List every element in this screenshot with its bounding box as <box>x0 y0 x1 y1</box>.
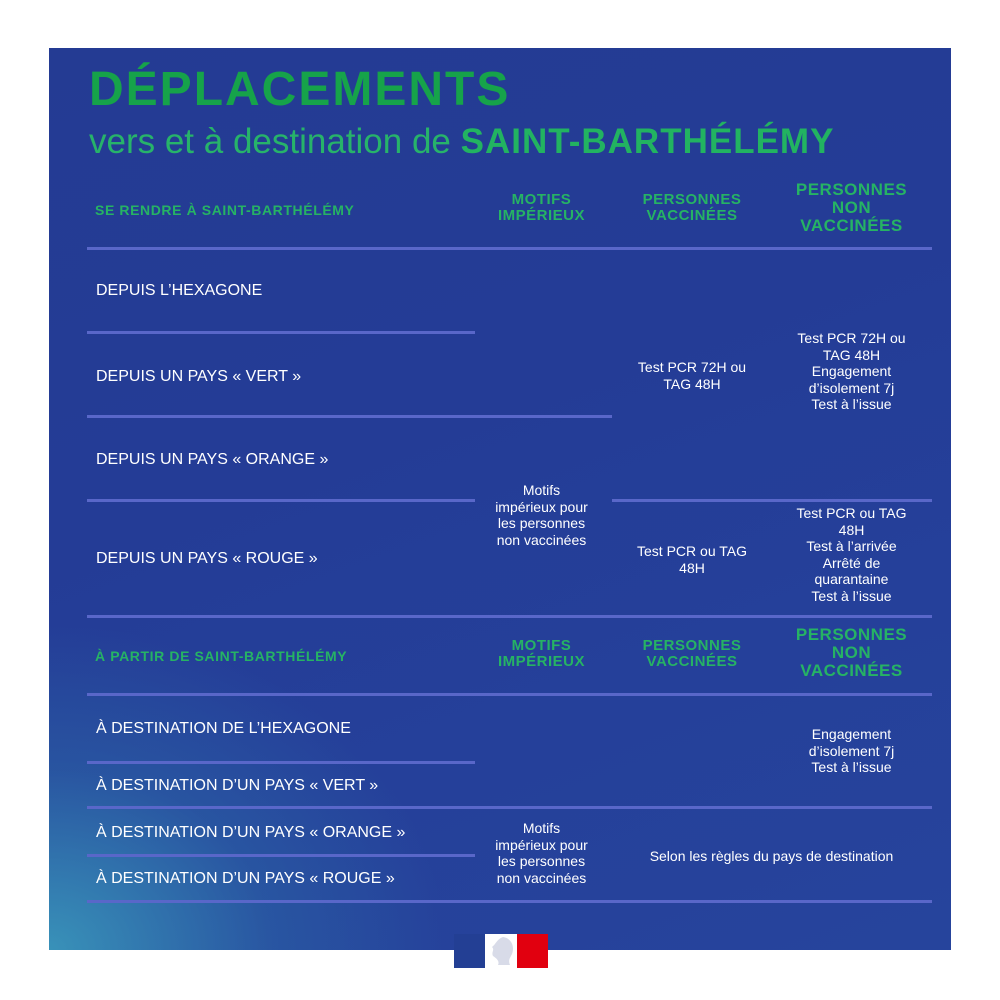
section1-col-motifs: MOTIFS IMPÉRIEUX <box>497 191 585 224</box>
section2-header: À PARTIR DE SAINT-BARTHÉLÉMY <box>95 648 348 664</box>
section1-header: SE RENDRE À SAINT-BARTHÉLÉMY <box>95 202 355 218</box>
row-dest-orange: À DESTINATION D’UN PAYS « ORANGE » <box>96 824 406 841</box>
subtitle <box>89 123 834 162</box>
section2-rules-cell: Selon les règles du pays de destination <box>649 848 894 864</box>
row-divider <box>87 499 475 502</box>
flag-red-stripe <box>517 934 548 968</box>
section1-col-non-vaccinees: PERSONNES NON VACCINÉES <box>795 180 908 235</box>
section1-non-green-cell: Test PCR 72H ou TAG 48H Engagement d’isolement 7j Test à l’issue <box>797 330 906 413</box>
row-dest-hexagone: À DESTINATION DE L’HEXAGONE <box>96 720 351 737</box>
main-title: DÉPLACEMENTS <box>89 63 511 116</box>
section2-col-motifs: MOTIFS IMPÉRIEUX <box>497 637 585 670</box>
section1-vacc-green-cell: Test PCR 72H ou TAG 48H <box>637 359 747 392</box>
row-divider <box>87 761 475 764</box>
marianne-profile-icon <box>485 934 517 968</box>
row-divider <box>612 499 932 502</box>
row-divider <box>87 854 475 857</box>
section2-non-green-cell: Engagement d’isolement 7j Test à l’issue <box>808 726 895 776</box>
flag-blue-stripe <box>454 934 485 968</box>
section2-bottom-divider <box>87 900 932 903</box>
section2-header-divider <box>87 693 932 696</box>
row-divider <box>87 331 475 334</box>
row-depuis-hexagone: DEPUIS L’HEXAGONE <box>96 282 263 299</box>
section1-motifs-cell: Motifs impérieux pour les personnes non vaccinées <box>495 482 588 548</box>
row-depuis-rouge: DEPUIS UN PAYS « ROUGE » <box>96 550 318 567</box>
flag-white-stripe <box>485 934 517 968</box>
row-depuis-vert: DEPUIS UN PAYS « VERT » <box>96 368 302 385</box>
section1-header-divider <box>87 247 932 250</box>
section1-bottom-divider <box>87 615 932 618</box>
section1-vacc-red-cell: Test PCR ou TAG 48H <box>637 543 747 576</box>
infographic-panel <box>49 48 951 950</box>
section1-col-vaccinees: PERSONNES VACCINÉES <box>642 191 742 224</box>
row-divider <box>87 415 612 418</box>
subtitle-prefix: vers et à destination de <box>89 122 451 161</box>
row-dest-rouge: À DESTINATION D’UN PAYS « ROUGE » <box>96 870 395 887</box>
section2-col-non-vaccinees: PERSONNES NON VACCINÉES <box>795 625 908 680</box>
marianne-logo <box>454 934 548 968</box>
section2-motifs-cell: Motifs impérieux pour les personnes non vaccinées <box>495 820 588 886</box>
subtitle-place: SAINT-BARTHÉLÉMY <box>460 122 835 161</box>
row-divider <box>87 806 932 809</box>
section2-col-vaccinees: PERSONNES VACCINÉES <box>642 637 742 670</box>
row-dest-vert: À DESTINATION D’UN PAYS « VERT » <box>96 777 379 794</box>
row-depuis-orange: DEPUIS UN PAYS « ORANGE » <box>96 451 329 468</box>
section1-non-red-cell: Test PCR ou TAG 48H Test à l’arrivée Arrêté de quarantaine Test à l’issue <box>796 505 907 604</box>
